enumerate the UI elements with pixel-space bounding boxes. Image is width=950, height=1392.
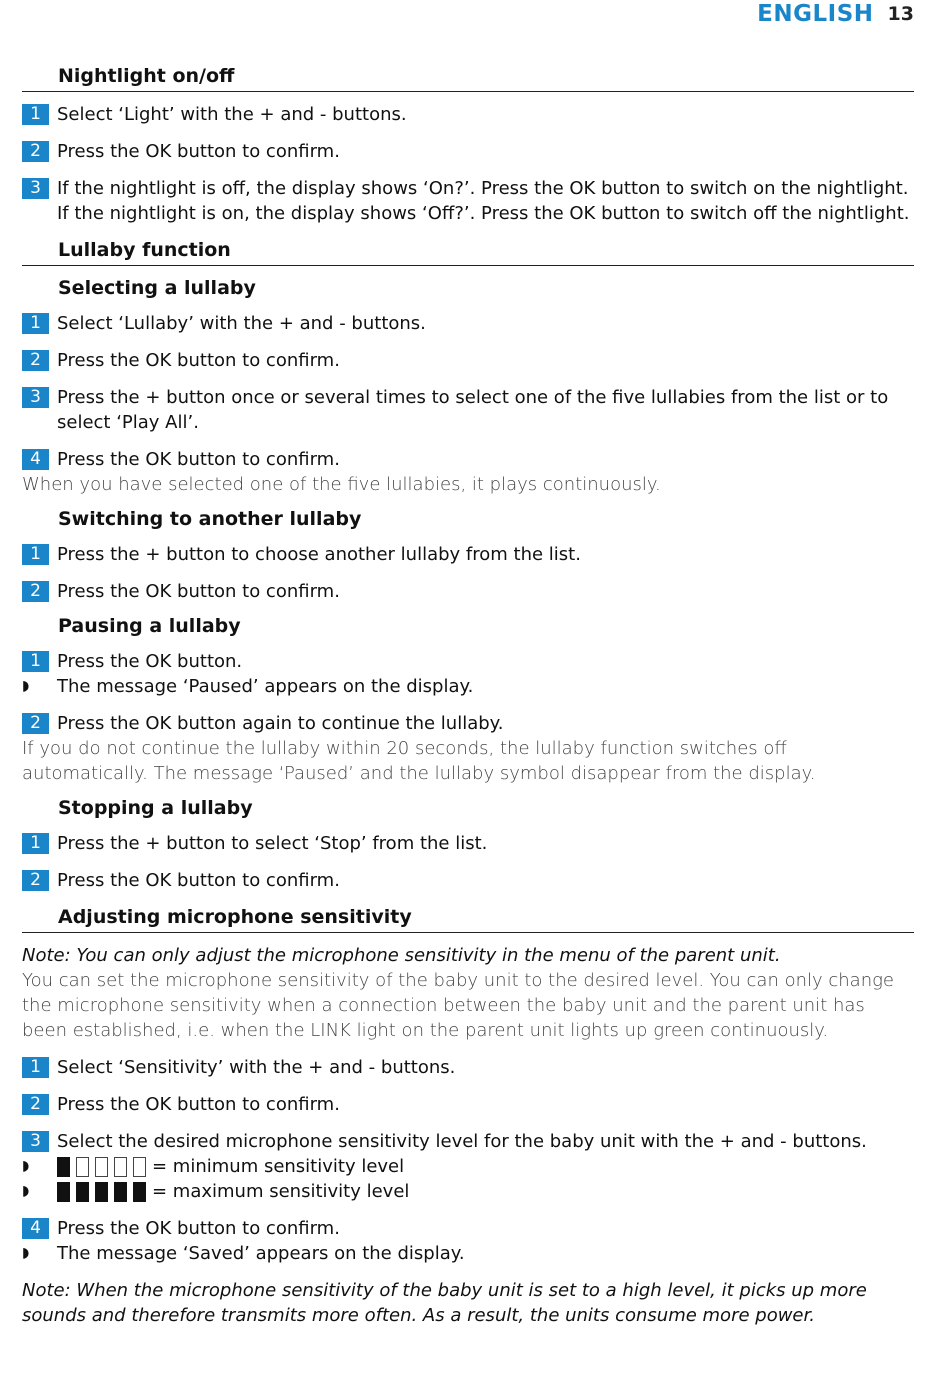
page-number: 13 [887, 3, 914, 25]
info-text: If you do not continue the lullaby within 20 seconds, the lullaby function switches off automatically. The message ‘Paused’ and the lullaby symbol disappear from the display. [22, 738, 816, 784]
step-item [22, 447, 914, 472]
step-item [22, 868, 914, 893]
section-title-nightlight: Nightlight on/off [58, 65, 235, 87]
info-text: When you have selected one of the five lullabies, it plays continuously. [22, 474, 661, 495]
step-number: 2 [22, 581, 49, 602]
step-number: 2 [22, 350, 49, 371]
step-text: Press the OK button to confirm. [57, 350, 340, 371]
result-bullet-icon: ◗ [22, 678, 30, 694]
step-item [22, 649, 914, 674]
step-text: Press the OK button to confirm. [57, 449, 340, 470]
step-number: 4 [22, 449, 49, 470]
step-item [22, 579, 914, 604]
result-item [22, 674, 914, 699]
note-text: Note: You can only adjust the microphone sensitivity in the menu of the parent unit. [22, 945, 781, 966]
subsection-title-selecting: Selecting a lullaby [58, 277, 256, 299]
step-item [22, 385, 914, 435]
sensitivity-bar-icon [95, 1157, 108, 1177]
sensitivity-bars-max [57, 1182, 146, 1202]
section-title-lullaby: Lullaby function [58, 239, 231, 261]
sensitivity-bar-icon [76, 1182, 89, 1202]
info-text: You can set the microphone sensitivity of the baby unit to the desired level. You can only change the microphone sensitivity when a connection between the baby unit and the parent unit has been established, i.e. when the LINK light on the parent unit lights up green continuously. [22, 970, 894, 1041]
subsection-title-pausing: Pausing a lullaby [58, 615, 241, 637]
step-text: Press the + button to select ‘Stop’ from the list. [57, 833, 488, 854]
sensitivity-bar-icon [95, 1182, 108, 1202]
step-text: Select the desired microphone sensitivity level for the baby unit with the + and - buttons. [57, 1131, 867, 1152]
result-item [22, 1179, 914, 1204]
sensitivity-bars-min [57, 1157, 146, 1177]
max-level-label: = maximum sensitivity level [152, 1181, 410, 1202]
step-text: Press the OK button to confirm. [57, 870, 340, 891]
step-item [22, 1216, 914, 1241]
sensitivity-bar-icon [57, 1182, 70, 1202]
step-number: 3 [22, 387, 49, 408]
step-text: Press the OK button to confirm. [57, 141, 340, 162]
step-text: Select ‘Light’ with the + and - buttons. [57, 104, 407, 125]
step-number: 4 [22, 1218, 49, 1239]
section-divider [22, 932, 914, 933]
step-item [22, 711, 914, 736]
step-text: Press the OK button again to continue the lullaby. [57, 713, 504, 734]
result-bullet-icon: ◗ [22, 1158, 30, 1174]
step-item [22, 139, 914, 164]
step-number: 1 [22, 833, 49, 854]
result-text: The message ‘Saved’ appears on the display. [57, 1243, 465, 1264]
step-text: If the nightlight is off, the display shows ‘On?’. Press the OK button to switch on the nightlight. If the nightlight is on, the display shows ‘Off?’. Press the OK button to switch off the nightlight. [57, 178, 910, 224]
step-item [22, 1092, 914, 1117]
step-text: Press the OK button. [57, 651, 243, 672]
result-text: The message ‘Paused’ appears on the display. [57, 676, 474, 697]
sensitivity-bar-icon [114, 1182, 127, 1202]
sensitivity-bar-icon [114, 1157, 127, 1177]
page-content [22, 60, 914, 1328]
sensitivity-bar-icon [133, 1182, 146, 1202]
step-number: 2 [22, 1094, 49, 1115]
result-bullet-icon: ◗ [22, 1183, 30, 1199]
min-level-label: = minimum sensitivity level [152, 1156, 405, 1177]
step-item [22, 348, 914, 373]
step-text: Press the OK button to confirm. [57, 1218, 340, 1239]
sensitivity-bar-icon [76, 1157, 89, 1177]
step-text: Press the OK button to confirm. [57, 1094, 340, 1115]
page-header [757, 0, 914, 28]
step-item [22, 311, 914, 336]
step-number: 2 [22, 870, 49, 891]
subsection-title-switching: Switching to another lullaby [58, 508, 362, 530]
step-number: 1 [22, 313, 49, 334]
step-number: 1 [22, 544, 49, 565]
result-bullet-icon: ◗ [22, 1245, 30, 1261]
step-number: 2 [22, 141, 49, 162]
step-item [22, 542, 914, 567]
step-text: Select ‘Sensitivity’ with the + and - buttons. [57, 1057, 456, 1078]
step-item [22, 1129, 914, 1154]
step-text: Select ‘Lullaby’ with the + and - buttons. [57, 313, 426, 334]
result-item [22, 1241, 914, 1266]
step-text: Press the OK button to confirm. [57, 581, 340, 602]
section-title-microphone: Adjusting microphone sensitivity [58, 906, 412, 928]
subsection-title-stopping: Stopping a lullaby [58, 797, 253, 819]
step-number: 2 [22, 713, 49, 734]
section-divider [22, 265, 914, 266]
section-divider [22, 91, 914, 92]
step-item [22, 831, 914, 856]
step-item [22, 1055, 914, 1080]
step-number: 1 [22, 651, 49, 672]
note-text: Note: When the microphone sensitivity of the baby unit is set to a high level, it picks up more sounds and therefore transmits more often. As a result, the units consume more power. [22, 1280, 867, 1326]
step-item [22, 176, 914, 226]
step-number: 1 [22, 104, 49, 125]
step-number: 1 [22, 1057, 49, 1078]
step-item [22, 102, 914, 127]
sensitivity-bar-icon [133, 1157, 146, 1177]
language-label: ENGLISH [757, 1, 874, 27]
step-number: 3 [22, 178, 49, 199]
sensitivity-bar-icon [57, 1157, 70, 1177]
result-item [22, 1154, 914, 1179]
step-text: Press the + button once or several times to select one of the five lullabies from the list or to select ‘Play All’. [57, 387, 889, 433]
step-number: 3 [22, 1131, 49, 1152]
step-text: Press the + button to choose another lullaby from the list. [57, 544, 581, 565]
